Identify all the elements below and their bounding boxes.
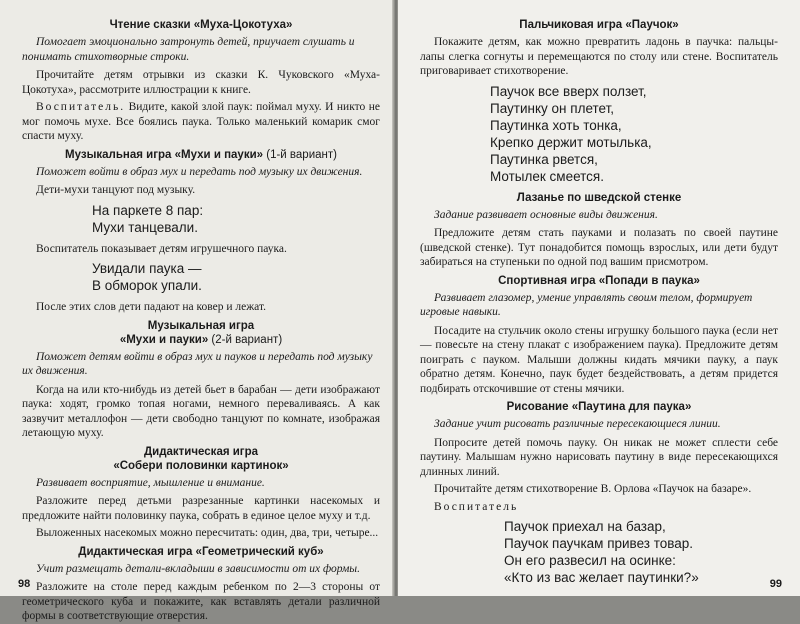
paragraph: Разложите на столе перед каждым ребенком по 2—3 стороны от геометрического куба и покажите, как вставлять детали различной формы в соответствующие отверстия. <box>22 581 380 622</box>
section-title: Дидактическая игра «Геометрический куб» <box>78 545 324 558</box>
poem-line: Паутинку он плетет, <box>490 100 615 116</box>
poem-line: Он его развесил на осинке: <box>504 553 676 568</box>
section-goal: Помогает эмоционально затронуть детей, приучает слушать и понимать стихотворные строки. <box>22 36 355 63</box>
title-text: «Мухи и пауки» <box>119 333 209 346</box>
poem-line: «Кто из вас желает паутинки?» <box>504 570 699 585</box>
left-page <box>0 0 394 622</box>
paragraph: Прочитайте детям стихотворение В. Орлова «Паучок на базаре». <box>434 483 752 495</box>
poem-line: Паучок паучкам привез товар. <box>504 536 694 551</box>
paragraph-text: Видите, какой злой паук: поймал муху. И никто не мог помочь мухе. Все боялись паука. Только маленький комарик смог спасти муху. <box>22 101 380 142</box>
title-text: Музыкальная игра «Мухи и пауки» <box>65 148 264 161</box>
section-goal: Развивает восприятие, мышление и внимание. <box>36 476 265 489</box>
paragraph: Разложите перед детьми разрезанные картинки насекомых и предложите найти половинку паука, собрать в единое целое муху и т.д. <box>22 495 380 522</box>
poem-line: Паутинка хоть тонка, <box>490 117 622 133</box>
paragraph: Воспитатель показывает детям игрушечного паука. <box>36 242 287 255</box>
poem-line: Увидали паука — <box>92 261 202 276</box>
page-number: 99 <box>769 578 782 590</box>
paragraph: Покажите детям, как можно превратить ладонь в паучка: пальцы-лапы слегка согнуты и перемещаются по столу или стене. Воспитатель приговаривает стихотворение. <box>420 36 778 77</box>
section-title: Спортивная игра «Попади в паука» <box>498 274 700 287</box>
paragraph: Попросите детей помочь пауку. Он никак не может сплести себе паутину. Малышам нужно нарисовать паутину в виде пересекающихся длинных линий. <box>420 436 778 478</box>
title-line: Музыкальная игра <box>147 319 255 332</box>
section-title: Чтение сказки «Муха-Цокотуха» <box>109 19 293 31</box>
section-goal: Поможет детям войти в образ мух и пауков и передать под музыку их движения. <box>22 350 373 377</box>
paragraph: Предложите детям стать пауками и полазать по своей паутине (шведской стенке). Тут понадобится помощь взрослых, или дети будут забираться на ступеньки по одной под вашим присмотром. <box>420 227 778 268</box>
poem <box>504 518 778 586</box>
section-goal: Учит размещать детали-вкладыши в зависимости от их формы. <box>36 562 360 575</box>
paragraph: Посадите на стульчик около стены игрушку большого паука (если нет — повесьте на стену плакат с изображением паука). Предложите детям поиграть с пауком. Малыши должны кидать мячики пауку, а паук обратно детям. Конечно, паук будет бездействовать, а детям придется подбирать отскочившие от стены мячики. <box>420 324 778 395</box>
speaker-label: Воспитатель. <box>36 101 126 113</box>
section-title: Рисование «Паутина для паука» <box>506 401 692 413</box>
section-goal: Развивает глазомер, умение управлять своим телом, формирует игровые навыки. <box>420 291 753 318</box>
section-title: Пальчиковая игра «Паучок» <box>519 19 679 31</box>
paragraph: Выложенных насекомых можно пересчитать: один, два, три, четыре... <box>36 527 379 539</box>
section-goal: Задание учит рисовать различные пересекающиеся линии. <box>434 418 721 430</box>
poem <box>92 202 380 236</box>
section-goal: Поможет войти в образ мух и передать под музыку их движения. <box>36 165 363 178</box>
paragraph: Дети-мухи танцуют под музыку. <box>36 184 196 196</box>
section-title: Лазанье по шведской стенке <box>516 191 682 204</box>
section-title <box>22 319 380 347</box>
title-variant: (1-й вариант) <box>263 148 337 161</box>
poem-line: Паучок приехал на базар, <box>504 519 666 534</box>
poem-line: Крепко держит мотылька, <box>490 134 652 150</box>
section-title <box>22 148 380 162</box>
poem-line: Мухи танцевали. <box>92 219 198 235</box>
poem-line: Паутинка рвется, <box>490 151 598 167</box>
poem <box>490 83 778 185</box>
poem-line: Паучок все вверх ползет, <box>490 83 647 99</box>
poem-line: В обморок упали. <box>92 278 202 293</box>
poem-line: На паркете 8 пар: <box>92 202 204 218</box>
poem <box>92 260 380 294</box>
speaker-label: Воспитатель <box>434 500 519 513</box>
page-number: 98 <box>18 578 31 590</box>
paragraph: После этих слов дети падают на ковер и лежат. <box>36 301 267 313</box>
paragraph: Прочитайте детям отрывки из сказки К. Чуковского «Муха-Цокотуха», рассмотрите иллюстрации к книге. <box>22 69 380 96</box>
paragraph: Когда на или кто-нибудь из детей бьет в барабан — дети изображают паука: ходят, громко топая ногами, немного переваливаясь. А как зазвучит металлофон — дети свободно танцуют по комнате, изображая летающую муху. <box>22 383 380 439</box>
title-variant: (2-й вариант) <box>208 333 283 346</box>
section-goal: Задание развивает основные виды движения. <box>434 208 658 221</box>
poem-line: Мотылек смеется. <box>490 168 604 184</box>
section-title <box>22 445 380 473</box>
title-line: Дидактическая игра <box>143 445 259 458</box>
title-line <box>22 333 380 347</box>
title-line: «Собери половинки картинок» <box>113 459 289 472</box>
paragraph <box>22 100 380 144</box>
right-page <box>398 0 800 596</box>
